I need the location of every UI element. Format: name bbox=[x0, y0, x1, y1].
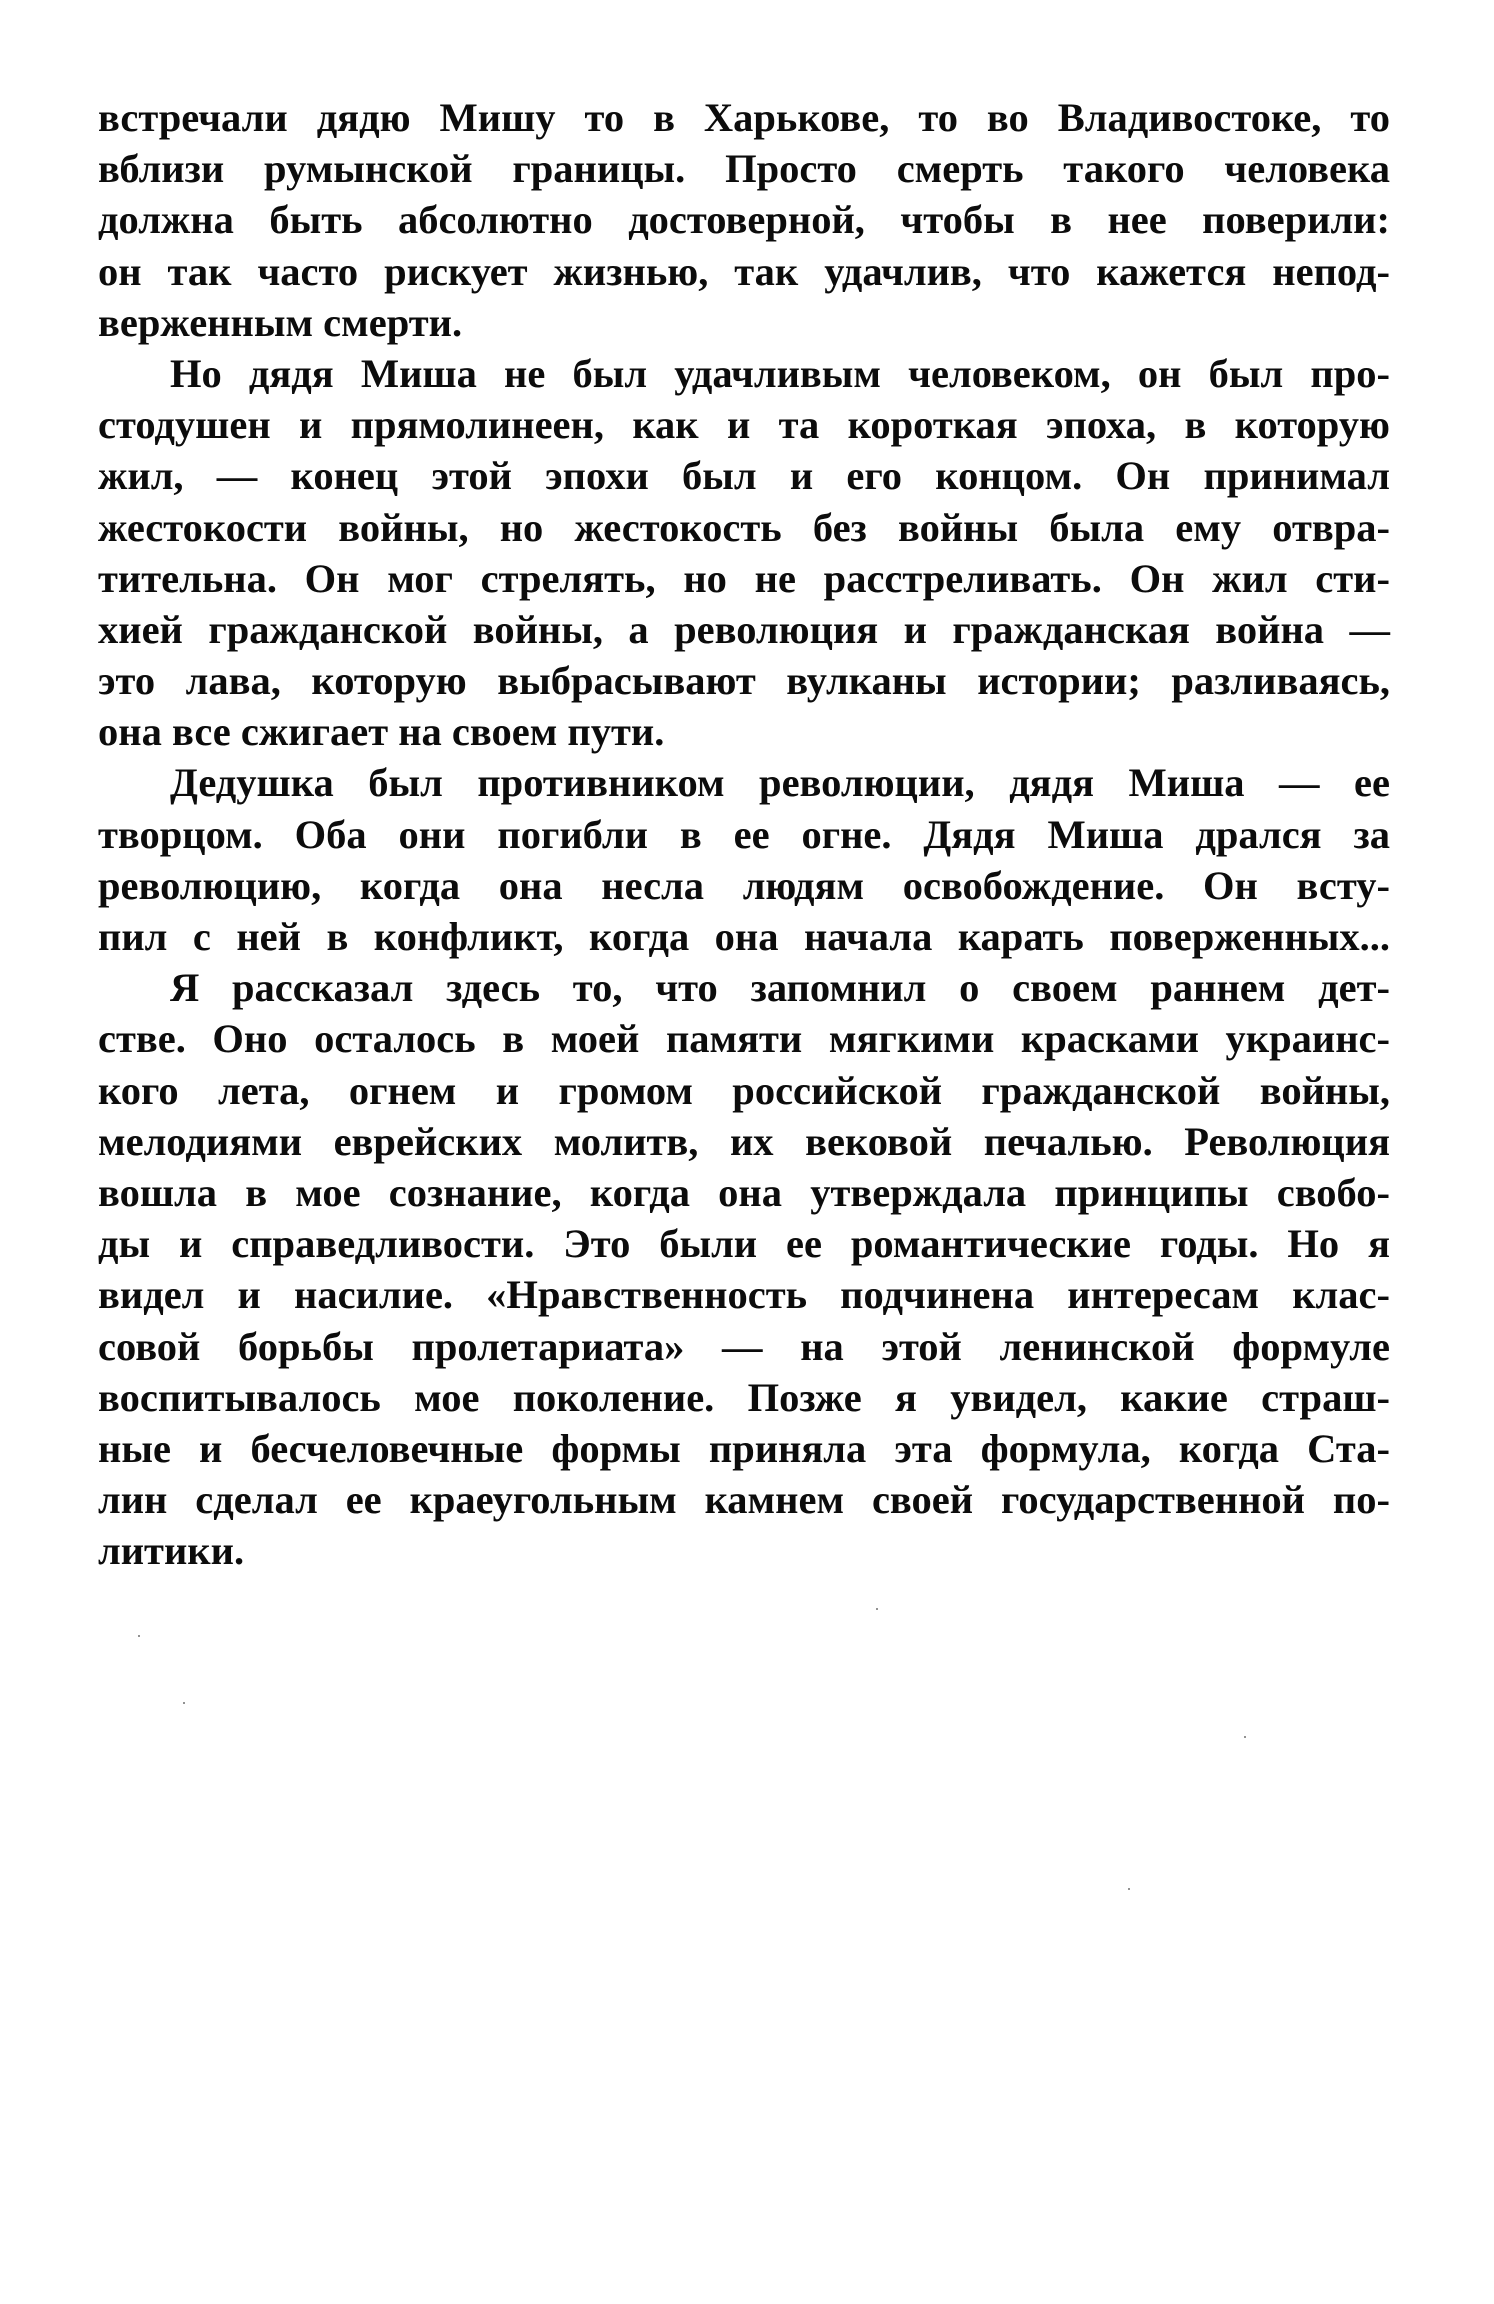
text-line: лин сделал ее краеугольным камнем своей государственной по- bbox=[98, 1477, 1390, 1523]
paragraph-3 bbox=[98, 757, 1390, 962]
text-line: воспитывалось мое поколение. Позже я увидел, какие страш- bbox=[98, 1374, 1390, 1420]
text-line: литики. bbox=[98, 1528, 245, 1574]
text-line: Дедушка был противником революции, дядя Миша — ее bbox=[170, 760, 1390, 806]
text-line: стве. Оно осталось в моей памяти мягкими красками украинс- bbox=[98, 1016, 1390, 1062]
text-line: вблизи румынской границы. Просто смерть такого человека bbox=[98, 146, 1390, 192]
text-line: мелодиями еврейских молитв, их вековой печалью. Революция bbox=[98, 1118, 1390, 1164]
text-line: встречали дядю Мишу то в Харькове, то во Владивостоке, то bbox=[98, 95, 1390, 140]
paragraph-4 bbox=[98, 962, 1390, 1576]
text-line: он так часто рискует жизнью, так удачлив, что кажется непод- bbox=[98, 248, 1390, 294]
text-line: вошла в мое сознание, когда она утверждала принципы свобо- bbox=[98, 1169, 1390, 1215]
scan-speck bbox=[183, 1702, 185, 1704]
text-line: ные и бесчеловечные формы приняла эта формула, когда Ста- bbox=[98, 1425, 1390, 1471]
scan-speck bbox=[138, 1635, 140, 1637]
text-line: ды и справедливости. Это были ее романтические годы. Но я bbox=[98, 1221, 1390, 1267]
text-line: Но дядя Миша не был удачливым человеком, он был про- bbox=[170, 350, 1390, 396]
text-line: она все сжигает на своем пути. bbox=[98, 709, 665, 755]
text-line: стодушен и прямолинеен, как и та короткая эпоха, в которую bbox=[98, 402, 1390, 448]
text-line: видел и насилие. «Нравственность подчинена интересам клас- bbox=[98, 1272, 1390, 1318]
book-page-text bbox=[98, 92, 1390, 1576]
text-line: верженным смерти. bbox=[98, 299, 463, 345]
text-line: пил с ней в конфликт, когда она начала карать поверженных... bbox=[98, 914, 1390, 959]
text-line: жестокости войны, но жестокость без войны была ему отвра- bbox=[98, 504, 1390, 550]
text-line: кого лета, огнем и громом российской гражданской войны, bbox=[98, 1067, 1390, 1113]
text-line: Я рассказал здесь то, что запомнил о своем раннем дет- bbox=[170, 965, 1390, 1011]
text-line: совой борьбы пролетариата» — на этой ленинской формуле bbox=[98, 1323, 1390, 1369]
text-line: тительна. Он мог стрелять, но не расстреливать. Он жил сти- bbox=[98, 555, 1390, 601]
paragraph-1 bbox=[98, 92, 1390, 348]
scan-speck bbox=[876, 1608, 878, 1610]
text-line: это лава, которую выбрасывают вулканы истории; разливаясь, bbox=[98, 658, 1390, 704]
scan-speck bbox=[1128, 1888, 1130, 1890]
text-line: должна быть абсолютно достоверной, чтобы в нее поверили: bbox=[98, 197, 1390, 243]
text-line: творцом. Оба они погибли в ее огне. Дядя Миша дрался за bbox=[98, 811, 1390, 857]
scan-speck bbox=[1244, 1736, 1246, 1738]
text-line: жил, — конец этой эпохи был и его концом. Он принимал bbox=[98, 453, 1390, 499]
paragraph-2 bbox=[98, 348, 1390, 758]
text-line: хией гражданской войны, а революция и гражданская война — bbox=[98, 606, 1390, 652]
text-line: революцию, когда она несла людям освобождение. Он всту- bbox=[98, 862, 1390, 908]
